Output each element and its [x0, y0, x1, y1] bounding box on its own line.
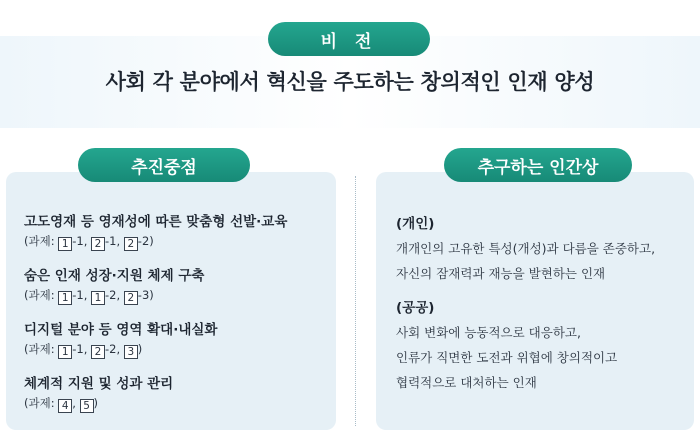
task-number-box: 3: [124, 345, 138, 359]
focus-item-title: 체계적 지원 및 성과 관리: [24, 376, 174, 392]
tasks-suffix: ): [137, 342, 143, 356]
task-number-box: 1: [58, 237, 72, 251]
focus-panel: [6, 172, 336, 430]
task-sub: -1: [72, 234, 84, 248]
section-title: (공공): [396, 300, 435, 316]
tasks-suffix: ): [93, 396, 99, 410]
talent-section-public: [396, 296, 617, 391]
task-number-box: 2: [91, 237, 105, 251]
tasks-prefix: (과제:: [24, 288, 59, 302]
task-sub: -2: [137, 234, 150, 248]
task-number-box: 5: [80, 399, 94, 413]
talent-label: 추구하는 인간상: [444, 148, 632, 182]
section-line: 협력적으로 대처하는 인재: [396, 375, 537, 390]
tasks-prefix: (과제:: [24, 396, 59, 410]
task-sub: -2: [105, 342, 117, 356]
focus-item-tasks: (과제: 4 , 5 ): [24, 396, 99, 412]
tasks-prefix: (과제:: [24, 234, 59, 248]
section-line: 자신의 잠재력과 재능을 발현하는 인재: [396, 266, 606, 281]
tasks-suffix: ): [149, 288, 154, 302]
task-number-box: 4: [58, 399, 72, 413]
talent-panel: [376, 172, 694, 430]
section-line: 개개인의 고유한 특성(개성)과 다름을 존중하고,: [396, 241, 656, 256]
section-line: 사회 변화에 능동적으로 대응하고,: [396, 325, 581, 340]
task-number-box: 2: [91, 345, 105, 359]
focus-item-title: 디지털 분야 등 영역 확대·내실화: [24, 322, 218, 338]
focus-item: [24, 210, 287, 251]
section-title: (개인): [396, 216, 435, 232]
vision-label: 비 전: [268, 22, 430, 56]
task-sub: -3: [137, 288, 150, 302]
task-number-box: 1: [91, 291, 105, 305]
task-number-box: 1: [58, 345, 72, 359]
task-number-box: 1: [58, 291, 72, 305]
vision-statement: 사회 각 분야에서 혁신을 주도하는 창의적인 인재 양성: [105, 70, 595, 94]
focus-item: [24, 264, 204, 305]
focus-item-title: 고도영재 등 영재성에 따른 맞춤형 선발·교육: [24, 214, 288, 230]
focus-item: [24, 372, 173, 413]
focus-item-title: 숨은 인재 성장·지원 체제 구축: [24, 268, 205, 284]
focus-item-tasks: (과제: 1 -1, 2 -2, 3 ): [24, 342, 143, 358]
tasks-prefix: (과제:: [24, 342, 59, 356]
task-number-box: 2: [124, 237, 138, 251]
panel-divider: [355, 176, 356, 426]
focus-item-tasks: (과제: 1 -1, 1 -2, 2 -3): [24, 288, 154, 304]
tasks-suffix: ): [149, 234, 154, 248]
focus-item-tasks: (과제: 1 -1, 2 -1, 2 -2): [24, 234, 154, 250]
focus-label: 추진중점: [78, 148, 250, 182]
talent-section-individual: [396, 212, 655, 282]
task-sub: -1: [72, 342, 84, 356]
task-sub: -1: [72, 288, 84, 302]
focus-item: [24, 318, 217, 359]
task-number-box: 2: [124, 291, 138, 305]
section-line: 인류가 직면한 도전과 위협에 창의적이고: [396, 350, 618, 365]
task-sub: -2: [105, 288, 117, 302]
task-sub: -1: [105, 234, 117, 248]
